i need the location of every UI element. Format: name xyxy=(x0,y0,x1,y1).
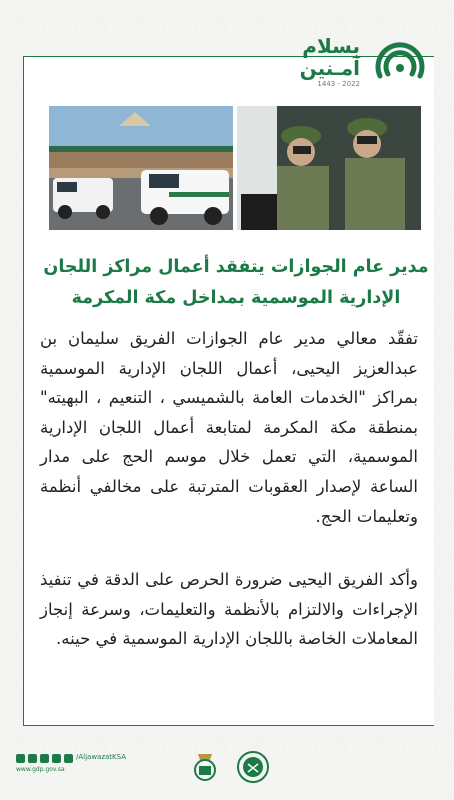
signal-arc-icon xyxy=(374,36,426,88)
ministry-emblem-icon xyxy=(236,750,270,784)
campaign-logo xyxy=(232,32,432,90)
news-photos xyxy=(49,106,421,230)
snapchat-icon[interactable] xyxy=(16,754,25,763)
headline: مدير عام الجوازات يتفقد أعمال مراكز اللجان الإدارية الموسمية بمداخل مكة المكرمة xyxy=(43,257,429,308)
social-icons xyxy=(16,754,73,763)
photo-officers-at-computer xyxy=(237,106,421,230)
logo-line-2: آمـنين xyxy=(299,56,360,80)
youtube-icon[interactable] xyxy=(52,754,61,763)
body-paragraph-2: وأكد الفريق اليحيى ضرورة الحرص على الدقة في تنفيذ الإجراءات والالتزام بالأنظمة والتعليمات، وسرعة إنجاز المعاملات الخاصة باللجان الإدارية الموسمية في حينه. xyxy=(40,570,418,649)
social-handle[interactable]: /AljawazatKSA xyxy=(76,753,127,761)
facebook-icon[interactable] xyxy=(28,754,37,763)
footer xyxy=(0,742,454,792)
body-paragraph-1: تفقّد معالي مدير عام الجوازات الفريق سليمان بن عبدالعزيز اليحيى، أعمال اللجان الإدارية الموسمية بمراكز "الخدمات العامة بالشميسي ، التنعيم ، البهيته" بمنطقة مكة المكرمة لمتابعة أعمال اللجان الإدارية الموسمية، التي تعمل خلال موسم الحج على مدار الساعة لإصدار العقوبات المترتبة على مخالفي أنظمة وتعليمات الحج. xyxy=(40,329,418,526)
passports-emblem-icon xyxy=(188,750,222,784)
logo-line-1: بسلام xyxy=(302,34,360,58)
logo-year: 1443 - 2022 xyxy=(317,80,360,88)
twitter-icon[interactable] xyxy=(40,754,49,763)
instagram-icon[interactable] xyxy=(64,754,73,763)
website-link[interactable]: www.gdp.gov.sa xyxy=(16,766,65,773)
photo-building-vehicles xyxy=(49,106,233,230)
